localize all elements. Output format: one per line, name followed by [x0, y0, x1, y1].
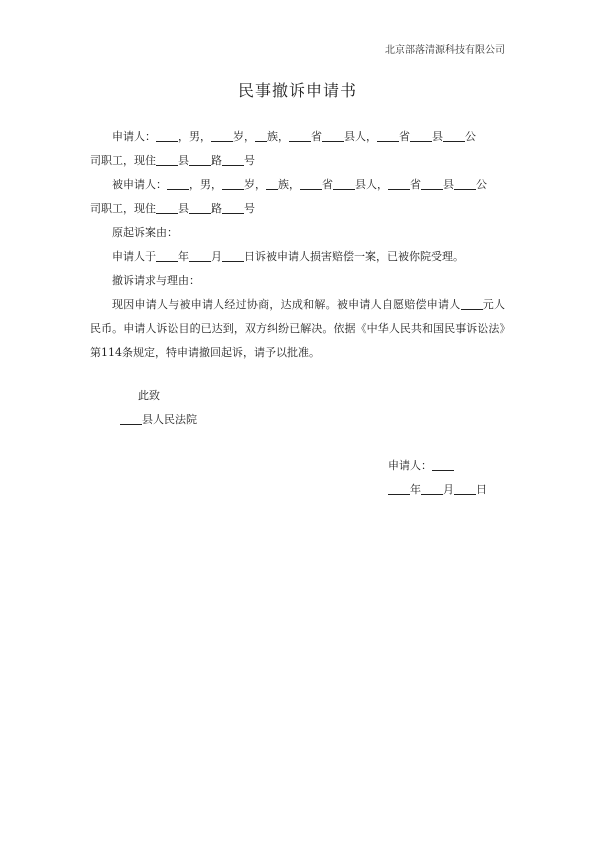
respondent-info: 被申请人： ，男， 岁， 族， 省 县人， 省 县 公: [112, 178, 487, 191]
blank-field: [156, 128, 178, 142]
signature-date: 年 月 日: [388, 478, 487, 502]
blank-field: [322, 128, 344, 142]
blank-field: [377, 128, 399, 142]
signature-block: [388, 454, 487, 502]
blank-field: [410, 128, 432, 142]
blank-field: [443, 128, 465, 142]
request-heading: 撤诉请求与理由：: [112, 274, 200, 287]
closing-block: [120, 384, 197, 432]
applicant-info: 申请人： ，男， 岁， 族， 省 县人， 省 县 公: [112, 130, 476, 143]
closing-court: 县人民法院: [120, 408, 197, 432]
case-heading: 原起诉案由：: [112, 226, 178, 239]
applicant-address: 司职工，现住 县 路 号: [90, 154, 255, 167]
blank-field: [289, 128, 311, 142]
document-title: 民事撤诉申请书: [237, 81, 357, 100]
closing-salute: 此致: [138, 389, 160, 402]
request-text: 现因申请人与被申请人经过协商，达成和解。被申请人自愿赔偿申请人 元人民币。申请人诉讼目的已达到，双方纠纷已解决。依据《中华人民共和国民事诉讼法》第114条规定，特申请撤回起诉，请予以批准。: [90, 298, 506, 359]
document-body: [90, 125, 505, 365]
header-company-name: 北京部落清源科技有限公司: [385, 45, 505, 56]
respondent-address: 司职工，现住 县 路 号: [90, 202, 255, 215]
case-description: 申请人于 年 月 日诉被申请人损害赔偿一案，已被你院受理。: [112, 250, 464, 263]
blank-field: [255, 128, 267, 142]
signature-applicant: 申请人：: [388, 454, 487, 478]
blank-field: [211, 128, 233, 142]
